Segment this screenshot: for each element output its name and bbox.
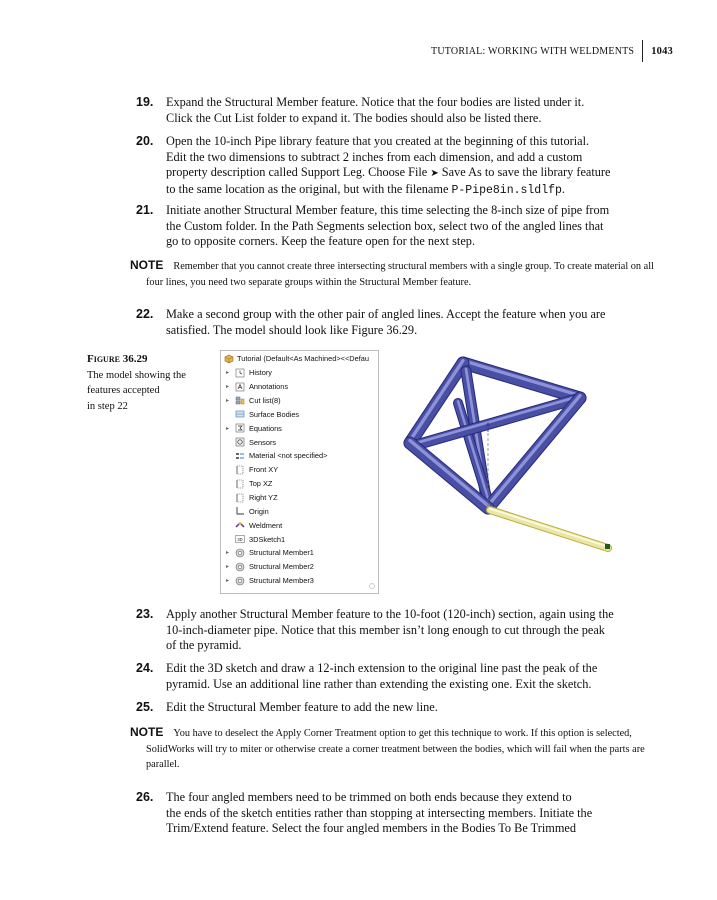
expand-arrow-icon[interactable]: ▸ [226,564,230,571]
note-text: Remember that you cannot create three intersecting structural members with a single group. To create material on all four lines, you need two separate groups within the Structural Member feature. [146,261,654,288]
tree-item-cut-list-8[interactable] [226,394,281,408]
tree-item-label: Equations [249,423,282,433]
note-text: You have to deselect the Apply Corner Treatment option to get this technique to work. If this option is selected, SolidWorks will try to miter or otherwise create a corner treatment between the bodies, which will fail when the parts are parallel. [146,728,645,771]
tree-item-right-yz[interactable] [235,491,278,505]
menu-arrow-icon: ➤ [430,168,439,180]
structural-member-icon [235,548,245,558]
step-number: 20. [136,134,154,148]
step-number: 19. [136,95,154,109]
structural-member-icon [235,562,245,572]
step-line: satisfied. The model should look like Figure 36.29. [166,322,418,337]
annotations-icon [235,382,245,392]
step-23 [136,607,656,654]
step-line: 10-inch-diameter pipe. Notice that this member isn’t long enough to cut through the peak [166,622,605,637]
page-number: 1043 [651,45,673,57]
caption-line: in step 22 [87,400,128,412]
step-25 [136,700,656,716]
tree-item-sensors[interactable] [235,435,276,449]
step-21 [136,203,656,250]
chapter-title: TUTORIAL: WORKING WITH WELDMENTS [431,45,635,57]
step-line: Edit the 3D sketch and draw a 12-inch extension to the original line past the peak of the [166,661,598,675]
tree-item-3dsketch1[interactable] [235,532,285,546]
feature-manager-tree [220,350,379,594]
tree-item-origin[interactable] [235,505,269,519]
running-header [431,40,673,62]
tree-item-label: Material <not specified> [249,451,328,461]
expand-arrow-icon[interactable]: ▸ [226,384,230,391]
step-line [166,182,656,199]
step-line: pyramid. Use an additional line rather than extending the existing one. Exit the sketch. [166,676,592,691]
step-line [166,165,656,182]
note-label: NOTE [130,725,164,739]
tree-item-structural-member2[interactable] [226,560,314,574]
expand-arrow-icon[interactable]: ▸ [226,425,230,432]
history-icon [235,368,245,378]
filename: P-Pipe8in.sldlfp [451,183,562,197]
expand-arrow-icon[interactable]: ▸ [226,550,230,557]
part-icon [224,354,234,364]
tree-item-history[interactable] [226,366,272,380]
step-line: Edit the two dimensions to subtract 2 inches from each dimension, and add a custom [166,149,583,164]
endpoint-handle[interactable] [605,544,610,549]
expand-arrow-icon[interactable]: ▸ [226,370,230,377]
step-line: Open the 10-inch Pipe library feature that you created at the beginning of this tutorial. [166,134,590,148]
step-number: 21. [136,203,154,217]
tree-item-label: Structural Member3 [249,576,314,586]
tree-item-annotations[interactable] [226,380,289,394]
step-line: The four angled members need to be trimmed on both ends because they extend to [166,790,572,804]
plane-icon [235,465,245,475]
step-24 [136,661,656,692]
caption-line: The model showing the [87,369,186,381]
tree-item-label: Sensors [249,437,277,447]
tree-item-label: Surface Bodies [249,409,300,419]
weldment-icon [235,520,245,530]
tree-item-material-not-specified[interactable] [235,449,327,463]
origin-icon [235,506,245,516]
tree-item-label: Cut list(8) [249,396,281,406]
step-19 [136,95,656,126]
step-line: the Custom folder. In the Path Segments selection box, select two of the angled lines that [166,218,604,233]
surface-bodies-icon [235,409,245,419]
tree-item-label: Structural Member1 [249,548,314,558]
step-22 [136,307,656,338]
step-text: Save As to save the library feature [438,165,611,180]
step-number: 26. [136,790,154,804]
step-number: 25. [136,700,154,714]
step-number: 24. [136,661,154,675]
tree-item-equations[interactable] [226,421,282,435]
expand-arrow-icon[interactable]: ▸ [226,398,230,405]
step-line: of the pyramid. [166,638,242,653]
tree-item-label: Front XY [249,465,279,475]
note-1 [130,258,658,290]
tree-item-structural-member3[interactable] [226,574,314,588]
material-icon [235,451,245,461]
structural-member-icon [235,576,245,586]
weldment-model-view[interactable] [398,348,620,563]
3d-sketch-icon [235,534,245,544]
step-26 [136,790,656,837]
header-divider [642,40,643,62]
tree-item-weldment[interactable] [235,518,282,532]
tree-item-label: Structural Member2 [249,562,314,572]
step-number: 22. [136,307,154,321]
step-20 [136,134,656,198]
sensors-icon [235,437,245,447]
equations-icon [235,423,245,433]
scroll-indicator[interactable] [369,583,375,589]
cut-list-icon [235,396,245,406]
expand-arrow-icon[interactable]: ▸ [226,578,230,585]
tree-item-label: Top XZ [249,479,273,489]
tree-root[interactable] [224,352,369,366]
step-text: to the same location as the original, but with the filename [166,181,452,196]
tree-item-label: Origin [249,506,269,516]
plane-icon [235,479,245,489]
tree-root-label: Tutorial (Default<As Machined><<Defau [237,354,370,364]
step-line: the ends of the sketch entities rather than stopping at intersecting members. Initiate the [166,805,593,820]
tree-item-structural-member1[interactable] [226,546,314,560]
step-line: Edit the Structural Member feature to add the new line. [166,700,438,714]
svg-text:3D: 3D [237,536,243,542]
tree-item-front-xy[interactable] [235,463,278,477]
tree-item-label: Right YZ [249,493,278,503]
tree-item-label: History [249,368,272,378]
figure-caption [87,352,207,414]
note-label: NOTE [130,258,164,272]
step-line: Expand the Structural Member feature. Notice that the four bodies are listed under it. [166,95,585,109]
tree-item-label: Annotations [249,382,289,392]
step-number: 23. [136,607,154,621]
plane-icon [235,493,245,503]
tree-item-label: Weldment [249,520,283,530]
step-line: Make a second group with the other pair of angled lines. Accept the feature when you are [166,307,606,321]
pipe-support-leg[interactable] [490,509,608,548]
pipe-back-right[interactable] [463,361,580,398]
figure-label: Figure 36.29 [87,353,148,365]
tree-item-surface-bodies[interactable] [235,408,299,422]
tree-item-top-xz[interactable] [235,477,272,491]
step-line: Click the Cut List folder to expand it. The bodies should also be listed there. [166,110,542,125]
step-text: property description called Support Leg. Choose File [166,165,431,180]
caption-line: features accepted [87,385,160,396]
step-line: Trim/Extend feature. Select the four angled members in the Bodies To Be Trimmed [166,821,576,836]
step-line: go to opposite corners. Keep the feature open for the next step. [166,234,476,249]
step-line: Initiate another Structural Member feature, this time selecting the 8-inch size of pipe from [166,203,610,217]
step-line: Apply another Structural Member feature to the 10-foot (120-inch) section, again using the [166,607,614,621]
note-2 [130,725,658,773]
step-text: . [561,181,565,196]
tree-item-label: 3DSketch1 [249,534,286,544]
